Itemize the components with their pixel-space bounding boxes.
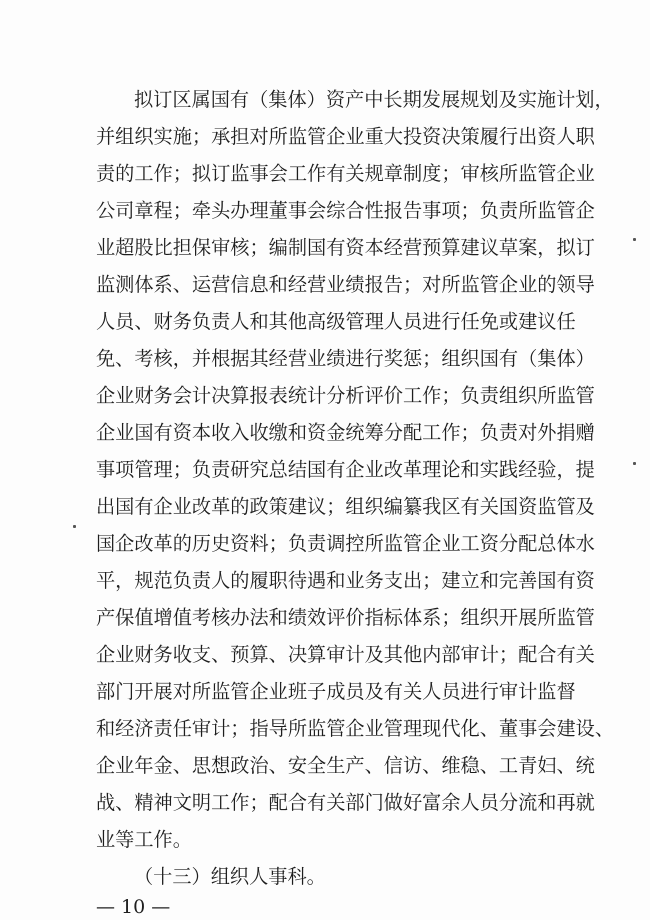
body-line-18: 和经济责任审计；指导所监管企业管理现代化、董事会建设、 (96, 717, 615, 740)
scan-speck (73, 525, 76, 528)
body-line-9: 企业财务会计决算报表统计分析评价工作；负责组织所监管 (96, 384, 595, 407)
scan-speck (633, 238, 636, 241)
body-line-14: 平，规范负责人的履职待遇和业务支出；建立和完善国有资 (96, 569, 595, 592)
body-line-13: 国企改革的历史资料；负责调控所监管企业工资分配总体水 (96, 532, 595, 555)
body-line-11: 事项管理；负责研究总结国有企业改革理论和实践经验，提 (96, 458, 595, 481)
page-number: — 10 — (96, 896, 171, 918)
body-line-5: 业超股比担保审核；编制国有资本经营预算建议草案，拟订 (96, 236, 595, 259)
body-line-7: 人员、财务负责人和其他高级管理人员进行任免或建议任 (96, 310, 576, 333)
body-line-20: 战、精神文明工作；配合有关部门做好富余人员分流和再就 (96, 791, 595, 814)
body-line-19: 企业年金、思想政治、安全生产、信访、维稳、工青妇、统 (96, 754, 595, 777)
body-line-3: 责的工作；拟订监事会工作有关规章制度；审核所监管企业 (96, 162, 595, 185)
body-line-10: 企业国有资本收入收缴和资金统筹分配工作；负责对外捐赠 (96, 421, 595, 444)
body-line-15: 产保值增值考核办法和绩效评价指标体系；组织开展所监管 (96, 606, 595, 629)
body-line-6: 监测体系、运营信息和经营业绩报告；对所监管企业的领导 (96, 273, 595, 296)
body-line-21: 业等工作。 (96, 828, 192, 851)
body-line-1: 拟订区属国有（集体）资产中长期发展规划及实施计划， (134, 88, 614, 111)
body-line-17: 部门开展对所监管企业班子成员及有关人员进行审计监督 (96, 680, 576, 703)
section-heading: （十三）组织人事科。 (134, 865, 326, 888)
body-line-12: 出国有企业改革的政策建议；组织编纂我区有关国资监管及 (96, 495, 595, 518)
body-line-2: 并组织实施；承担对所监管企业重大投资决策履行出资人职 (96, 125, 595, 148)
body-line-16: 企业财务收支、预算、决算审计及其他内部审计；配合有关 (96, 643, 595, 666)
body-line-8: 免、考核，并根据其经营业绩进行奖惩；组织国有（集体） (96, 347, 595, 370)
scan-speck (633, 462, 636, 465)
body-line-4: 公司章程；牵头办理董事会综合性报告事项；负责所监管企 (96, 199, 595, 222)
